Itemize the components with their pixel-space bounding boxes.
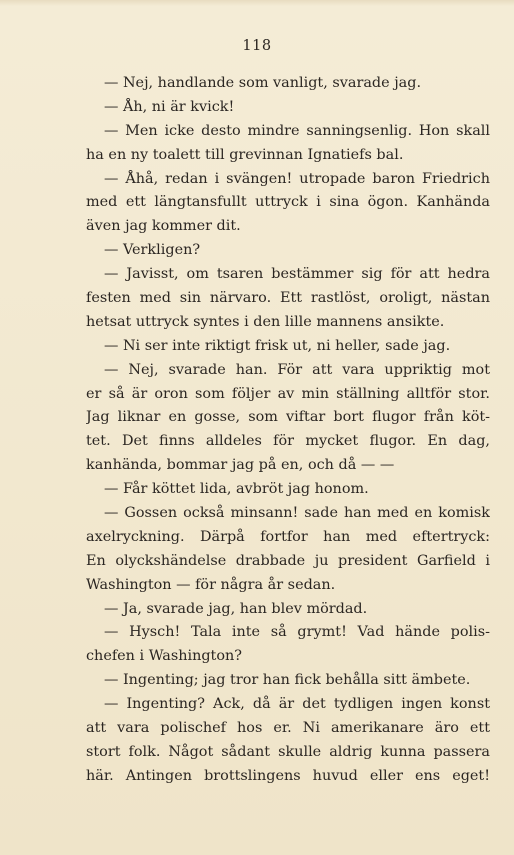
text-line: En olyckshändelse drabbade ju president Garfield i: [86, 552, 490, 569]
text-line: med ett längtansfullt uttryck i sina ögon. Kanhända: [86, 194, 490, 211]
text-line: — Ingenting? Ack, då är det tydligen ingen konst: [104, 696, 490, 713]
text-line: — Javisst, om tsaren bestämmer sig för att hedra: [104, 266, 490, 283]
text-line: tet. Det finns alldeles för mycket flugor. En dag,: [86, 433, 490, 450]
text-line: — Hysch! Tala inte så grymt! Vad hände polis-: [104, 624, 490, 641]
text-line: chefen i Washington?: [86, 648, 242, 665]
text-line: här. Antingen brottslingens huvud eller ens eget!: [86, 767, 490, 784]
text-line: ha en ny toalett till grevinnan Ignatiefs bal.: [86, 146, 404, 163]
page-number: 118: [242, 38, 272, 54]
text-line: Jag liknar en gosse, som viftar bort flugor från köt-: [86, 409, 490, 426]
text-line: — Ni ser inte riktigt frisk ut, ni heller, sade jag.: [104, 337, 451, 354]
text-line: axelryckning. Därpå fortfor han med eftertryck:: [86, 528, 490, 545]
text-line: — Får köttet lida, avbröt jag honom.: [104, 481, 369, 498]
text-line: hetsat uttryck syntes i den lille mannens ansikte.: [86, 313, 445, 330]
text-line: stort folk. Något sådant skulle aldrig kunna passera: [86, 743, 490, 760]
text-line: festen med sin närvaro. Ett rastlöst, oroligt, nästan: [86, 290, 490, 307]
page-top-edge: [0, 0, 514, 6]
text-line: Washington — för några år sedan.: [86, 576, 336, 593]
text-line: — Ingenting; jag tror han fick behålla sitt ämbete.: [104, 672, 471, 689]
text-line: — Åhå, redan i svängen! utropade baron Friedrich: [104, 170, 490, 187]
text-line: — Nej, svarade han. För att vara uppriktig mot: [104, 361, 490, 378]
body-text: [86, 72, 490, 789]
text-line: — Nej, handlande som vanligt, svarade jag.: [104, 75, 422, 91]
text-line: — Ja, svarade jag, han blev mördad.: [104, 600, 368, 617]
text-line: — Men icke desto mindre sanningsenlig. Hon skall: [104, 122, 490, 139]
text-line: även jag kommer dit.: [86, 218, 241, 235]
text-line: — Gossen också minsann! sade han med en komisk: [104, 505, 490, 522]
text-line: kanhända, bommar jag på en, och då — —: [86, 457, 395, 474]
text-line: att vara polischef hos er. Ni amerikanare äro ett: [86, 720, 490, 737]
text-line: er så är oron som följer av min ställning alltför stor.: [86, 385, 490, 402]
text-line: — Verkligen?: [104, 242, 201, 259]
text-line: — Åh, ni är kvick!: [104, 98, 235, 115]
